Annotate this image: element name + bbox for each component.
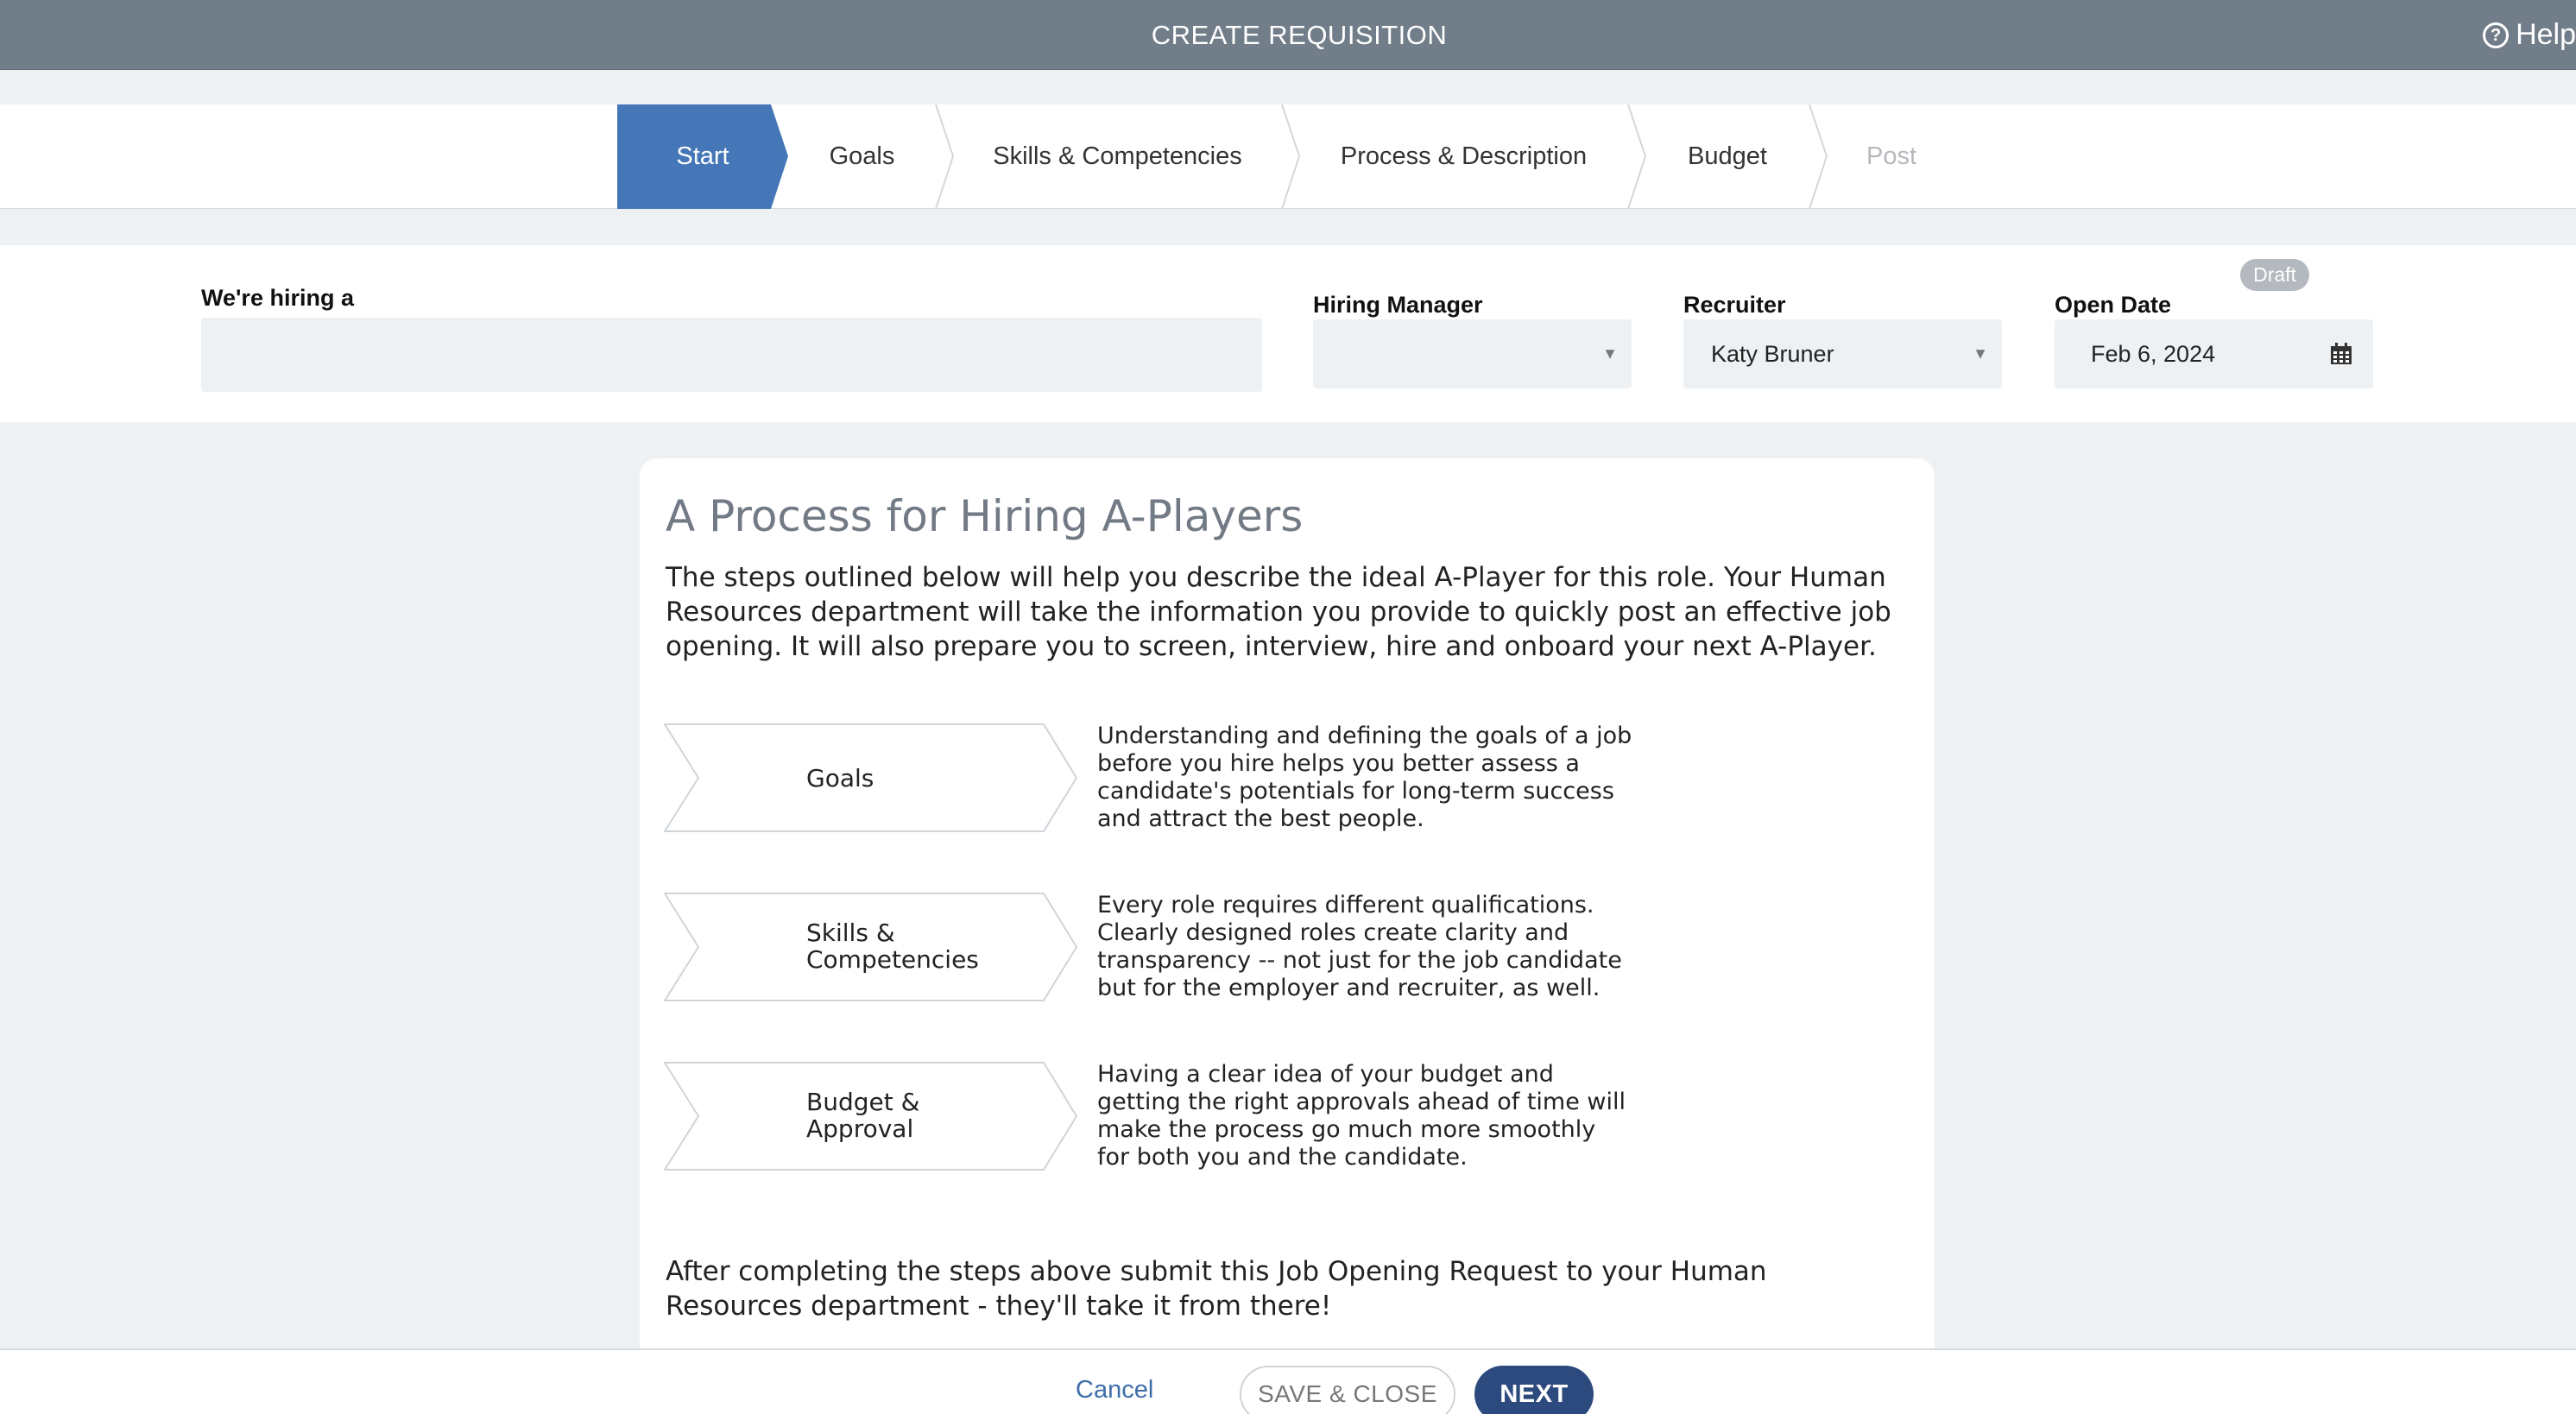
open-date-input[interactable] bbox=[2055, 319, 2373, 388]
recruiter-value: Katy Bruner bbox=[1711, 340, 1834, 367]
help-label: Help bbox=[2516, 18, 2576, 51]
page-title: CREATE REQUISITION bbox=[1151, 20, 1448, 50]
step-separators bbox=[0, 104, 2576, 209]
process-item-skills-desc: Every role requires different qualifications. Clearly designed roles create clarity and transparency -- not just for the job candidate but for the employer and recruiter, as well. bbox=[1097, 892, 1622, 1001]
step-separator bbox=[1282, 104, 1299, 209]
process-card bbox=[640, 458, 1935, 1414]
recruiter-select[interactable] bbox=[1683, 319, 2002, 388]
card-title: A Process for Hiring A-Players bbox=[666, 491, 1304, 541]
process-item-budget-label: Budget & Approval bbox=[806, 1088, 920, 1143]
step-separator bbox=[936, 104, 953, 209]
wizard-steps bbox=[0, 104, 2576, 209]
step-separator bbox=[1809, 104, 1827, 209]
process-item-budget-desc: Having a clear idea of your budget and getting the right approvals ahead of time will make the process go much more smoothly for both you and the candidate. bbox=[1097, 1061, 1626, 1171]
card-outro: After completing the steps above submit this Job Opening Request to your Human Resources department - they'll take it from there! bbox=[666, 1256, 1767, 1322]
process-item-goals-desc: Understanding and defining the goals of a job before you hire helps you better assess a candidate's potentials for long-term success and attract the best people. bbox=[1097, 723, 1632, 832]
process-item-goals-label: Goals bbox=[806, 764, 874, 792]
step-separator bbox=[1628, 104, 1645, 209]
step-budget[interactable]: Budget bbox=[1688, 142, 1767, 170]
hiring-manager-label: Hiring Manager bbox=[1313, 292, 1483, 318]
step-skills-competencies[interactable]: Skills & Competencies bbox=[993, 142, 1242, 170]
step-process-description[interactable]: Process & Description bbox=[1340, 142, 1588, 170]
next-button[interactable]: NEXT bbox=[1474, 1366, 1594, 1414]
hiring-label: We're hiring a bbox=[201, 285, 354, 311]
hiring-manager-select[interactable] bbox=[1313, 319, 1632, 388]
cancel-link[interactable]: Cancel bbox=[1076, 1376, 1154, 1404]
recruiter-label: Recruiter bbox=[1683, 292, 1786, 318]
card-intro: The steps outlined below will help you describe the ideal A-Player for this role. Your Human Resources department will take the information you provide to quickly post an effective job opening. It will also prepare you to screen, interview, hire and onboard your next A-Player. bbox=[666, 562, 1891, 662]
calendar-icon[interactable] bbox=[2330, 343, 2352, 365]
help-icon: ? bbox=[2483, 22, 2509, 48]
open-date-value: Feb 6, 2024 bbox=[2091, 340, 2216, 367]
step-post: Post bbox=[1866, 142, 1917, 170]
footer-bar bbox=[0, 1348, 2576, 1414]
save-close-button[interactable]: SAVE & CLOSE bbox=[1240, 1366, 1455, 1414]
process-item-skills-label: Skills & Competencies bbox=[806, 918, 979, 974]
step-start[interactable]: Start bbox=[676, 142, 729, 170]
status-badge: Draft bbox=[2240, 259, 2309, 291]
chevron-down-icon: ▼ bbox=[1602, 344, 1618, 363]
hiring-input[interactable] bbox=[201, 318, 1262, 392]
title-bar bbox=[0, 0, 2576, 70]
help-button[interactable] bbox=[2483, 0, 2576, 70]
chevron-down-icon: ▼ bbox=[1973, 344, 1988, 363]
open-date-label: Open Date bbox=[2055, 292, 2172, 318]
step-goals[interactable]: Goals bbox=[829, 142, 895, 170]
